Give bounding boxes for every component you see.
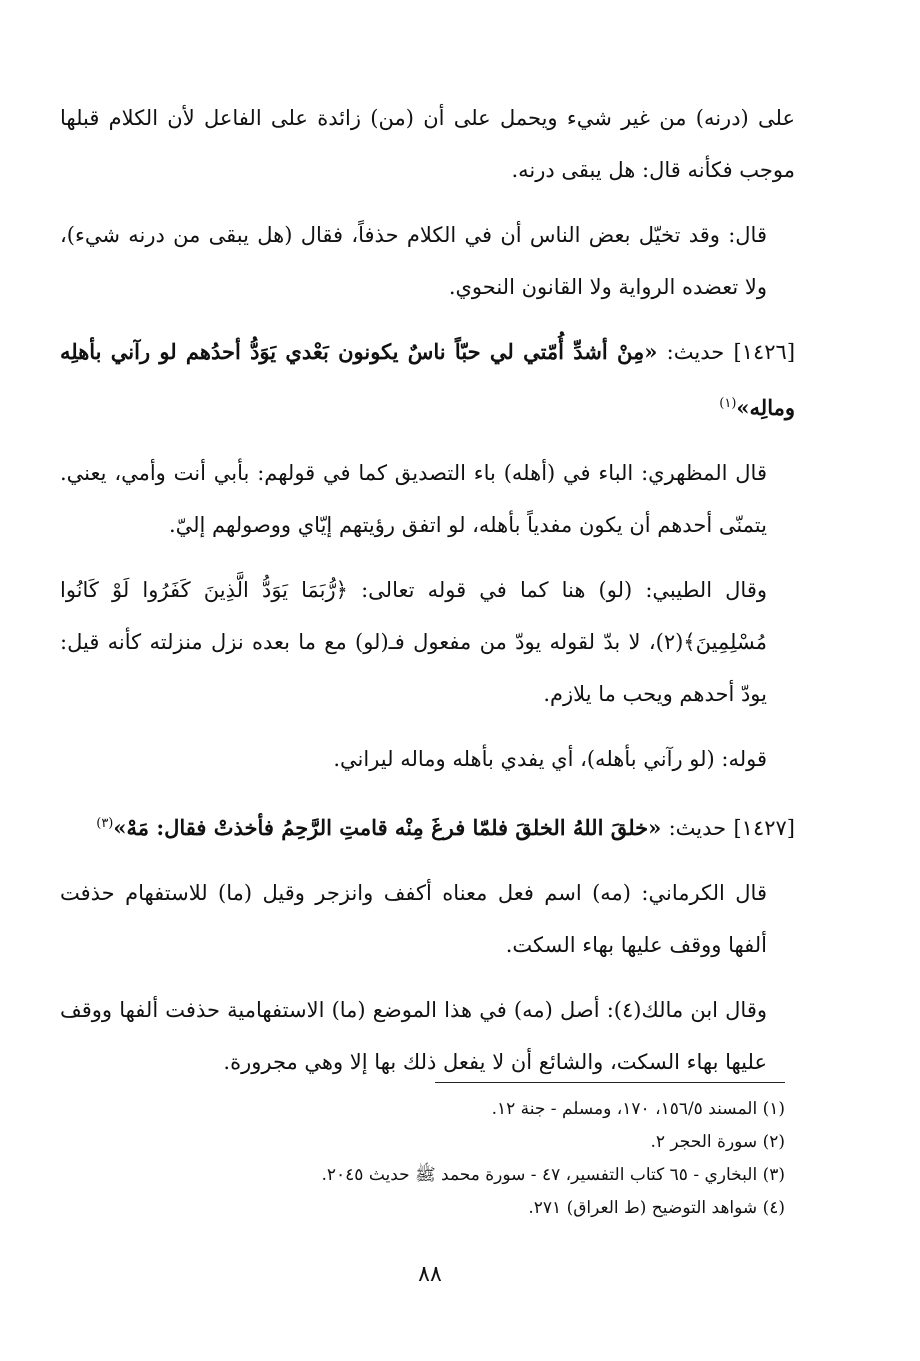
footnote-ref-1: (١) [719, 396, 737, 411]
hadith-1426 [60, 326, 795, 434]
paragraph-6: قال الكرماني: (مه) اسم فعل معناه أكفف وانزجر وقيل (ما) للاستفهام حذفت ألفها ووقف عليها بهاء السكت. [60, 881, 767, 957]
page-body [60, 92, 795, 1101]
footnote-2: (٢) سورة الحجر ٢. [650, 1132, 785, 1152]
footnote-1: (١) المسند ١٥٦/٥، ١٧٠، ومسلم - جنة ١٢. [491, 1099, 785, 1119]
footnote-4: (٤) شواهد التوضيح (ط العراق) ٢٧١. [528, 1198, 785, 1218]
hadith-text: «مِنْ أشدِّ أُمّتي لي حبّاً ناسٌ يكونون بَعْدي يَوَدُّ أحدُهم لو رآني بأهلِه ومالِه» [60, 339, 795, 420]
paragraph-3: قال المظهري: الباء في (أهله) باء التصديق كما في قولهم: بأبي أنت وأمي، يعني. يتمنّى أحدهم أن يكون مفدياً بأهله، لو اتفق رؤيتهم إيّاي ووصولهم إليّ. [60, 461, 767, 537]
hadith-1427 [60, 798, 795, 854]
hadith-text: «خلقَ اللهُ الخلقَ فلمّا فرغَ مِنْه قامتِ الرَّحِمُ فأخذتْ فقال: مَهْ» [113, 815, 662, 840]
hadith-lead: حديث: [668, 816, 727, 840]
paragraph-7: وقال ابن مالك(٤): أصل (مه) في هذا الموضع (ما) الاستفهامية حذفت ألفها ووقف عليها بهاء السكت، والشائع أن لا يفعل ذلك بها إلا وهي مجرورة. [60, 998, 767, 1074]
footnotes [120, 1094, 785, 1226]
footnote-ref-3: (٣) [96, 816, 114, 831]
paragraph-2: قال: وقد تخيّل بعض الناس أن في الكلام حذفاً، فقال (هل يبقى من درنه شيء)، ولا تعضده الرواية ولا القانون النحوي. [60, 223, 767, 299]
paragraph-5: قوله: (لو رآني بأهله)، أي يفدي بأهله وماله ليراني. [333, 747, 767, 771]
paragraph-1: على (درنه) من غير شيء ويحمل على أن (من) زائدة على الفاعل لأن الكلام قبلها موجب فكأنه قال: هل يبقى درنه. [60, 106, 795, 182]
footnote-divider [435, 1082, 785, 1083]
hadith-number: [١٤٢٧] [733, 816, 795, 840]
hadith-number: [١٤٢٦] [733, 340, 796, 364]
hadith-lead: حديث: [666, 340, 725, 364]
footnote-3: (٣) البخاري - ٦٥ كتاب التفسير، ٤٧ - سورة محمد ﷺ حديث ٢٠٤٥. [321, 1165, 785, 1185]
page-number: ٨٨ [418, 1262, 442, 1287]
paragraph-4: وقال الطيبي: (لو) هنا كما في قوله تعالى: ﴿رُّبَمَا يَوَدُّ الَّذِينَ كَفَرُوا لَوْ كَانُوا مُسْلِمِينَ﴾(٢)، لا بدّ لقوله يودّ من مفعول فـ(لو) مع ما بعده نزل منزلته كأنه قيل: يودّ أحدهم ويحب ما يلازم. [60, 578, 767, 706]
